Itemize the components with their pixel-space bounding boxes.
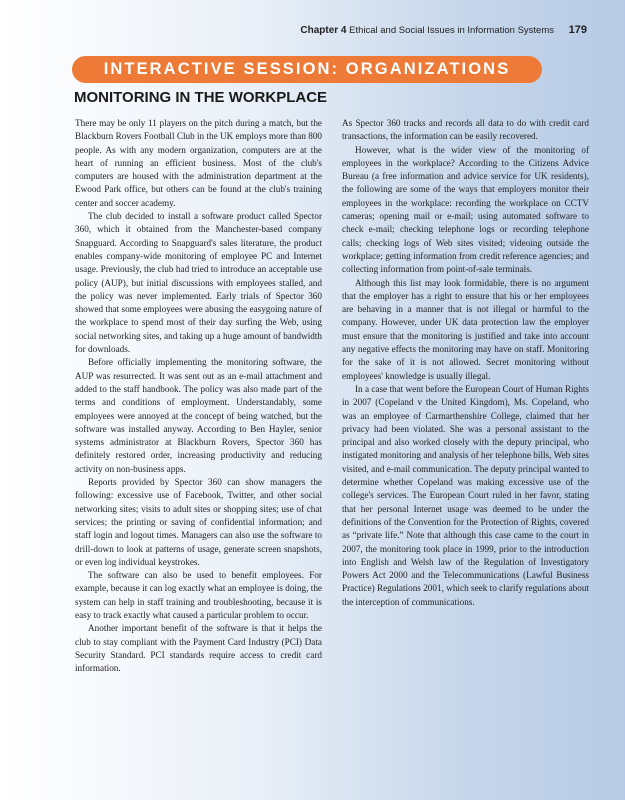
chapter-number: Chapter 4: [300, 25, 347, 36]
paragraph: In a case that went before the European Court of Human Rights in 2007 (Copeland v the United Kingdom), Ms. Copeland, who was an employee of Carmarthenshire College, claimed that her privacy had been violated. She was a personal assistant to the principal and also worked closely with the deputy principal, who instigated monitoring and analysis of her telephone bills, Web sites visited, and e-mail communication. The deputy principal wanted to determine whether Copeland was making excessive use of the college's services. The European Court ruled in her favor, stating that her personal Internet usage was deemed to be under the definitions of the Convention for the Protection of Rights, covered as “private life.” Note that although this case came to the court in 2007, the monitoring took place in 1999, prior to the introduction into English and Welsh law of the Regulation of Investigatory Powers Act 2000 and the Telecommunications (Lawful Business Practice) Regulations 2001, which seek to clarify regulations about the interception of communications.: [342, 383, 589, 607]
paragraph: Before officially implementing the monitoring software, the AUP was resurrected. It was sent out as an e-mail attachment and added to the staff handbook. The policy was also made part of the terms and conditions of employment. Understandably, some employees were annoyed at the concept of being watched, but the software was installed anyway. According to Ben Hayler, senior systems administrator at Blackburn Rovers, Spector 360 has definitely restored order, increasing productivity and reducing activity on non-business apps.: [75, 357, 322, 474]
paragraph: However, what is the wider view of the monitoring of employees in the workplace? According to the Citizens Advice Bureau (a free information and advice service for UK residents), the following are some of the ways that employers monitor their employees in the workplace: recording the workplace on CCTV cameras; opening mail or e-mail; using automated software to check e-mail; checking telephone logs or recording telephone calls; checking logs of Web sites visited; videoing outside the workplace; getting information from credit reference agencies; and collecting information from point-of-sale terminals.: [342, 144, 589, 275]
article-left-column: [75, 117, 322, 675]
paragraph: Although this list may look formidable, there is no argument that the employer has a right to ensure that his or her employees are behaving in a manner that is not illegal or harmful to the company. However, under UK data protection law the employer must ensure that the monitoring is justified and take into account any negative effects the monitoring may have on staff. Monitoring for the sake of it is not allowed. Secret monitoring without employees' knowledge is usually illegal.: [342, 277, 589, 381]
paragraph: Reports provided by Spector 360 can show managers the following: excessive use of Facebook, Twitter, and other social networking sites; visits to adult sites or shopping sites; use of chat services; the printing or saving of confidential information; and staff login and logout times. Managers can also use the software to drill-down to look at patterns of usage, generate screen snapshots, or even log individual keystrokes.: [75, 477, 322, 567]
running-header: [300, 24, 587, 36]
article-title: MONITORING IN THE WORKPLACE: [74, 89, 328, 106]
chapter-title: Ethical and Social Issues in Information Systems: [349, 25, 554, 36]
article-right-column: [342, 117, 589, 609]
page-number: 179: [568, 24, 587, 36]
paragraph: The club decided to install a software product called Spector 360, which it obtained from the Manchester-based company Snapguard. According to Snapguard's sales literature, the product enables company-wide monitoring of employee PC and Internet usage. Previously, the club had tried to introduce an acceptable use policy (AUP), but initial discussions with employees stalled, and the policy was never implemented. Early trials of Spector 360 showed that some employees were abusing the easygoing nature of the workplace to spend most of their day surfing the Web, using social networking sites, and taking up a huge amount of bandwidth for downloads.: [75, 211, 322, 355]
interactive-session-banner: INTERACTIVE SESSION: ORGANIZATIONS: [72, 56, 542, 83]
paragraph: Another important benefit of the software is that it helps the club to stay compliant with the Payment Card Industry (PCI) Data Security Standard. PCI standards require access to credit card information.: [75, 623, 322, 674]
paragraph: The software can also be used to benefit employees. For example, because it can log exactly what an employee is doing, the system can help in staff training and troubleshooting, because it is easy to track exactly what caused a particular problem to occur.: [75, 570, 322, 620]
paragraph: There may be only 11 players on the pitch during a match, but the Blackburn Rovers Football Club in the UK employs more than 800 people. As with any modern organization, computers are at the heart of running an efficient business. Most of the club's computers are housed with the administration department at the Ewood Park office, but others can be found at the club's training center and soccer academy.: [75, 118, 323, 208]
paragraph: As Spector 360 tracks and records all data to do with credit card transactions, the information can be easily recovered.: [342, 118, 589, 142]
